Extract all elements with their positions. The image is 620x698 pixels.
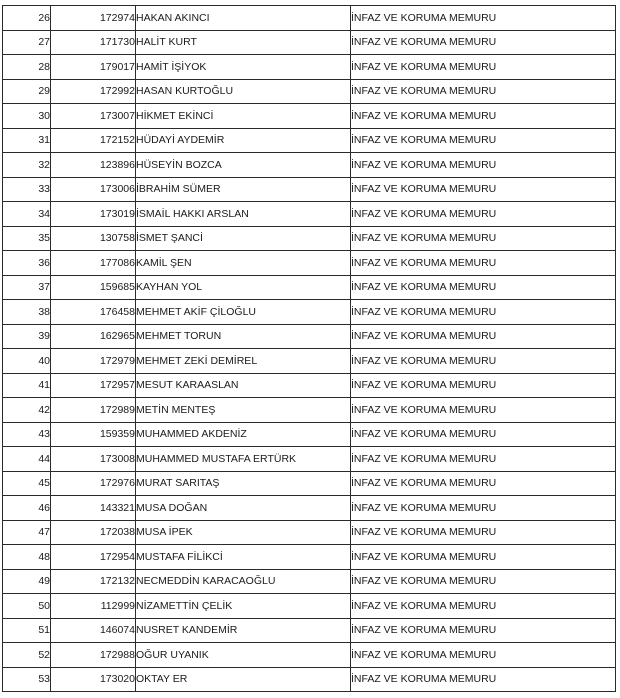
row-number-cell: 45 — [3, 471, 51, 496]
full-name-cell: İBRAHİM SÜMER — [136, 177, 351, 202]
registry-number-cell: 159685 — [51, 275, 136, 300]
job-title-cell: İNFAZ VE KORUMA MEMURU — [351, 520, 616, 545]
table-row — [3, 667, 616, 692]
table-row — [3, 471, 616, 496]
registry-number-cell: 123896 — [51, 153, 136, 178]
registry-number-cell: 172989 — [51, 398, 136, 423]
row-number-cell: 50 — [3, 594, 51, 619]
row-number-cell: 47 — [3, 520, 51, 545]
registry-number-cell: 173008 — [51, 447, 136, 472]
table-row — [3, 594, 616, 619]
job-title-cell: İNFAZ VE KORUMA MEMURU — [351, 447, 616, 472]
row-number-cell: 37 — [3, 275, 51, 300]
registry-number-cell: 130758 — [51, 226, 136, 251]
job-title-cell: İNFAZ VE KORUMA MEMURU — [351, 618, 616, 643]
job-title-cell: İNFAZ VE KORUMA MEMURU — [351, 300, 616, 325]
job-title-cell: İNFAZ VE KORUMA MEMURU — [351, 496, 616, 521]
registry-number-cell: 172954 — [51, 545, 136, 570]
registry-number-cell: 172974 — [51, 6, 136, 31]
registry-number-cell: 172132 — [51, 569, 136, 594]
personnel-table-body — [3, 6, 616, 692]
row-number-cell: 44 — [3, 447, 51, 472]
registry-number-cell: 173019 — [51, 202, 136, 227]
job-title-cell: İNFAZ VE KORUMA MEMURU — [351, 569, 616, 594]
job-title-cell: İNFAZ VE KORUMA MEMURU — [351, 643, 616, 668]
row-number-cell: 51 — [3, 618, 51, 643]
row-number-cell: 49 — [3, 569, 51, 594]
job-title-cell: İNFAZ VE KORUMA MEMURU — [351, 55, 616, 80]
row-number-cell: 38 — [3, 300, 51, 325]
job-title-cell: İNFAZ VE KORUMA MEMURU — [351, 226, 616, 251]
registry-number-cell: 172976 — [51, 471, 136, 496]
table-row — [3, 153, 616, 178]
registry-number-cell: 112999 — [51, 594, 136, 619]
registry-number-cell: 159359 — [51, 422, 136, 447]
personnel-table — [2, 5, 616, 692]
full-name-cell: MEHMET ZEKİ DEMİREL — [136, 349, 351, 374]
table-row — [3, 569, 616, 594]
row-number-cell: 33 — [3, 177, 51, 202]
full-name-cell: HAKAN AKINCI — [136, 6, 351, 31]
job-title-cell: İNFAZ VE KORUMA MEMURU — [351, 177, 616, 202]
registry-number-cell: 146074 — [51, 618, 136, 643]
full-name-cell: MESUT KARAASLAN — [136, 373, 351, 398]
row-number-cell: 42 — [3, 398, 51, 423]
registry-number-cell: 143321 — [51, 496, 136, 521]
row-number-cell: 52 — [3, 643, 51, 668]
full-name-cell: İSMET ŞANCİ — [136, 226, 351, 251]
job-title-cell: İNFAZ VE KORUMA MEMURU — [351, 324, 616, 349]
job-title-cell: İNFAZ VE KORUMA MEMURU — [351, 667, 616, 692]
job-title-cell: İNFAZ VE KORUMA MEMURU — [351, 79, 616, 104]
registry-number-cell: 162965 — [51, 324, 136, 349]
table-row — [3, 422, 616, 447]
full-name-cell: OĞUR UYANIK — [136, 643, 351, 668]
registry-number-cell: 177086 — [51, 251, 136, 276]
row-number-cell: 43 — [3, 422, 51, 447]
full-name-cell: KAMİL ŞEN — [136, 251, 351, 276]
job-title-cell: İNFAZ VE KORUMA MEMURU — [351, 104, 616, 129]
table-row — [3, 447, 616, 472]
job-title-cell: İNFAZ VE KORUMA MEMURU — [351, 275, 616, 300]
job-title-cell: İNFAZ VE KORUMA MEMURU — [351, 422, 616, 447]
job-title-cell: İNFAZ VE KORUMA MEMURU — [351, 349, 616, 374]
full-name-cell: MUHAMMED MUSTAFA ERTÜRK — [136, 447, 351, 472]
full-name-cell: MEHMET TORUN — [136, 324, 351, 349]
job-title-cell: İNFAZ VE KORUMA MEMURU — [351, 128, 616, 153]
table-row — [3, 496, 616, 521]
row-number-cell: 32 — [3, 153, 51, 178]
job-title-cell: İNFAZ VE KORUMA MEMURU — [351, 398, 616, 423]
row-number-cell: 26 — [3, 6, 51, 31]
job-title-cell: İNFAZ VE KORUMA MEMURU — [351, 6, 616, 31]
registry-number-cell: 172152 — [51, 128, 136, 153]
table-row — [3, 202, 616, 227]
table-row — [3, 177, 616, 202]
row-number-cell: 27 — [3, 30, 51, 55]
full-name-cell: METİN MENTEŞ — [136, 398, 351, 423]
table-row — [3, 275, 616, 300]
row-number-cell: 41 — [3, 373, 51, 398]
full-name-cell: MURAT SARITAŞ — [136, 471, 351, 496]
job-title-cell: İNFAZ VE KORUMA MEMURU — [351, 202, 616, 227]
full-name-cell: KAYHAN YOL — [136, 275, 351, 300]
registry-number-cell: 179017 — [51, 55, 136, 80]
full-name-cell: MUHAMMED AKDENİZ — [136, 422, 351, 447]
row-number-cell: 48 — [3, 545, 51, 570]
row-number-cell: 30 — [3, 104, 51, 129]
full-name-cell: NUSRET KANDEMİR — [136, 618, 351, 643]
table-row — [3, 6, 616, 31]
full-name-cell: HALİT KURT — [136, 30, 351, 55]
table-row — [3, 349, 616, 374]
row-number-cell: 39 — [3, 324, 51, 349]
table-row — [3, 226, 616, 251]
row-number-cell: 36 — [3, 251, 51, 276]
full-name-cell: MUSTAFA FİLİKCİ — [136, 545, 351, 570]
table-row — [3, 398, 616, 423]
table-row — [3, 79, 616, 104]
table-row — [3, 300, 616, 325]
table-row — [3, 251, 616, 276]
row-number-cell: 53 — [3, 667, 51, 692]
table-row — [3, 373, 616, 398]
table-row — [3, 643, 616, 668]
full-name-cell: HÜSEYİN BOZCA — [136, 153, 351, 178]
row-number-cell: 28 — [3, 55, 51, 80]
job-title-cell: İNFAZ VE KORUMA MEMURU — [351, 251, 616, 276]
registry-number-cell: 176458 — [51, 300, 136, 325]
full-name-cell: HÜDAYİ AYDEMİR — [136, 128, 351, 153]
row-number-cell: 34 — [3, 202, 51, 227]
full-name-cell: MUSA İPEK — [136, 520, 351, 545]
full-name-cell: MEHMET AKİF ÇİLOĞLU — [136, 300, 351, 325]
full-name-cell: NECMEDDİN KARACAOĞLU — [136, 569, 351, 594]
row-number-cell: 46 — [3, 496, 51, 521]
registry-number-cell: 172992 — [51, 79, 136, 104]
registry-number-cell: 173006 — [51, 177, 136, 202]
table-row — [3, 30, 616, 55]
job-title-cell: İNFAZ VE KORUMA MEMURU — [351, 471, 616, 496]
job-title-cell: İNFAZ VE KORUMA MEMURU — [351, 30, 616, 55]
full-name-cell: HİKMET EKİNCİ — [136, 104, 351, 129]
full-name-cell: MUSA DOĞAN — [136, 496, 351, 521]
table-row — [3, 520, 616, 545]
table-row — [3, 104, 616, 129]
full-name-cell: OKTAY ER — [136, 667, 351, 692]
registry-number-cell: 171730 — [51, 30, 136, 55]
full-name-cell: NİZAMETTİN ÇELİK — [136, 594, 351, 619]
registry-number-cell: 173020 — [51, 667, 136, 692]
registry-number-cell: 173007 — [51, 104, 136, 129]
table-row — [3, 55, 616, 80]
table-row — [3, 128, 616, 153]
registry-number-cell: 172988 — [51, 643, 136, 668]
table-row — [3, 324, 616, 349]
row-number-cell: 35 — [3, 226, 51, 251]
table-row — [3, 545, 616, 570]
job-title-cell: İNFAZ VE KORUMA MEMURU — [351, 545, 616, 570]
registry-number-cell: 172957 — [51, 373, 136, 398]
job-title-cell: İNFAZ VE KORUMA MEMURU — [351, 594, 616, 619]
registry-number-cell: 172038 — [51, 520, 136, 545]
full-name-cell: İSMAİL HAKKI ARSLAN — [136, 202, 351, 227]
row-number-cell: 31 — [3, 128, 51, 153]
row-number-cell: 29 — [3, 79, 51, 104]
table-row — [3, 618, 616, 643]
job-title-cell: İNFAZ VE KORUMA MEMURU — [351, 373, 616, 398]
registry-number-cell: 172979 — [51, 349, 136, 374]
full-name-cell: HAMİT İŞİYOK — [136, 55, 351, 80]
row-number-cell: 40 — [3, 349, 51, 374]
full-name-cell: HASAN KURTOĞLU — [136, 79, 351, 104]
job-title-cell: İNFAZ VE KORUMA MEMURU — [351, 153, 616, 178]
